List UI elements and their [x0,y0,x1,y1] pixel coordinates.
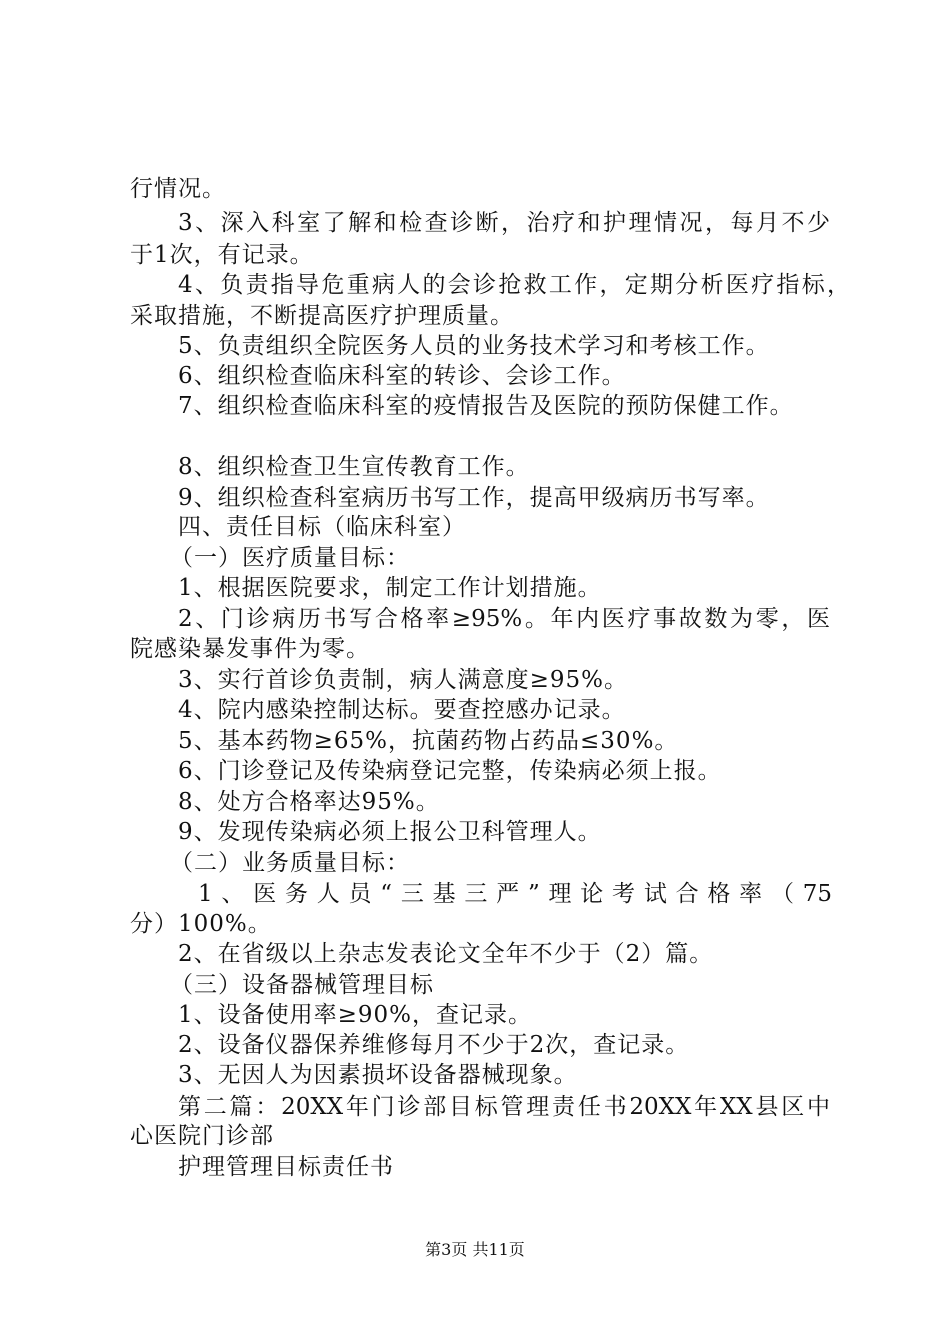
text-line: 2、在省级以上杂志发表论文全年不少于（2）篇。 [178,941,714,967]
text-line: 1、医务人员“三基三严”理论考试合格率（75 [198,881,832,907]
text-line: 5、负责组织全院医务人员的业务技术学习和考核工作。 [178,333,770,359]
text-line: 8、处方合格率达95%。 [178,789,440,815]
text-line: 于1次，有记录。 [130,242,314,268]
text-line: 7、组织检查临床科室的疫情报告及医院的预防保健工作。 [178,393,794,419]
text-line: 3、无因人为因素损坏设备器械现象。 [178,1062,578,1088]
page-number-footer: 第3页 共11页 [425,1240,525,1259]
text-line: 院感染暴发事件为零。 [130,636,370,662]
text-line: 4、院内感染控制达标。要查控感办记录。 [178,697,626,723]
text-line: 8、组织检查卫生宣传教育工作。 [178,454,530,480]
text-line: 1、根据医院要求，制定工作计划措施。 [178,575,602,601]
text-line: 采取措施，不断提高医疗护理质量。 [130,303,514,329]
text-line: 9、发现传染病必须上报公卫科管理人。 [178,819,602,845]
section-heading: 四、责任目标（临床科室） [178,514,466,540]
text-line: 2、门诊病历书写合格率≥95%。年内医疗事故数为零，医 [178,606,830,632]
text-line: 行情况。 [130,176,226,202]
text-line: 分）100%。 [130,911,272,937]
text-line: 2、设备仪器保养维修每月不少于2次，查记录。 [178,1032,690,1058]
subsection-heading: （三）设备器械管理目标 [170,972,434,998]
text-line: 4、负责指导危重病人的会诊抢救工作，定期分析医疗指标， [178,272,850,298]
text-line: 1、设备使用率≥90%，查记录。 [178,1002,533,1028]
subsection-heading: （二）业务质量目标： [170,850,410,876]
text-line: 9、组织检查科室病历书写工作，提高甲级病历书写率。 [178,485,770,511]
chapter-heading: 第二篇：20XX年门诊部目标管理责任书20XX年XX县区中 [178,1094,830,1120]
subsection-heading: （一）医疗质量目标： [170,545,410,571]
text-line: 6、组织检查临床科室的转诊、会诊工作。 [178,363,626,389]
text-line: 3、实行首诊负责制，病人满意度≥95%。 [178,667,629,693]
text-line: 5、基本药物≥65%，抗菌药物占药品≤30%。 [178,728,679,754]
text-line: 6、门诊登记及传染病登记完整，传染病必须上报。 [178,758,722,784]
chapter-heading-continued: 心医院门诊部 [130,1123,274,1149]
document-title: 护理管理目标责任书 [178,1154,394,1180]
text-line: 3、深入科室了解和检查诊断，治疗和护理情况，每月不少 [178,210,830,236]
